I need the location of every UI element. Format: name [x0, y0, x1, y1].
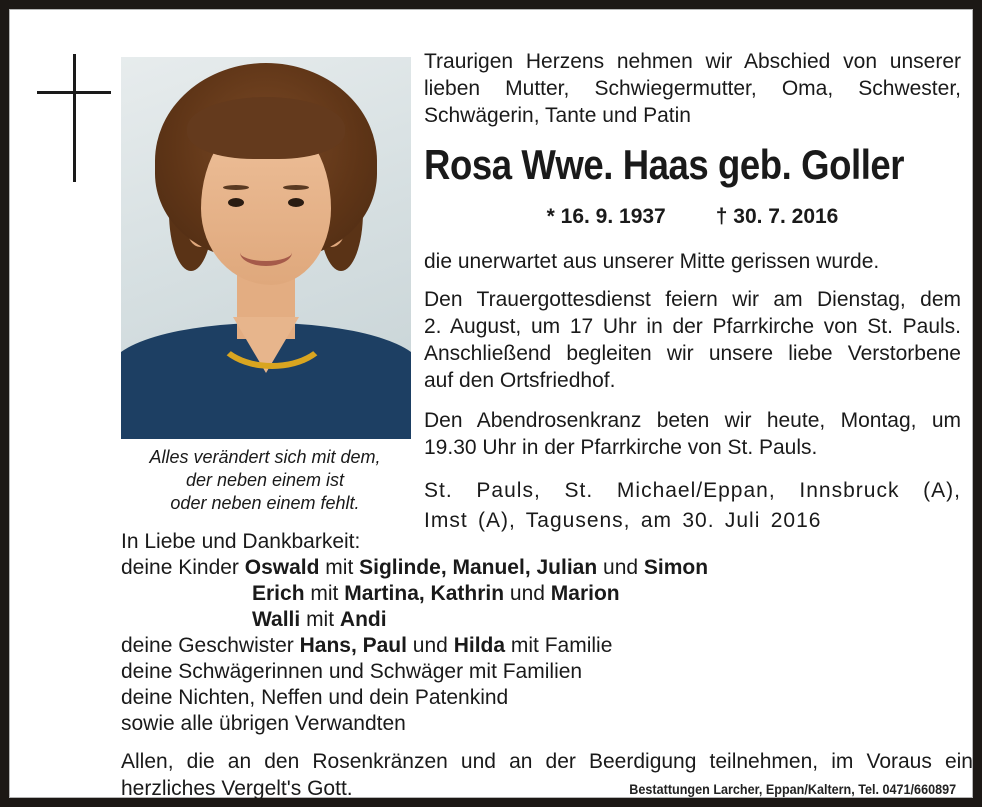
cross-vertical-bar — [73, 54, 76, 182]
announcement-column — [424, 48, 961, 536]
gratitude-heading: In Liebe und Dankbarkeit: — [121, 530, 361, 553]
notice-content — [18, 18, 982, 807]
deceased-name — [424, 143, 961, 187]
deceased-portrait-photo — [121, 57, 411, 439]
intro-paragraph: Traurigen Herzens nehmen wir Abschied von unserer lieben Mutter, Schwiegermutter, Oma, Schwester, Schwägerin, Tante und Patin — [424, 50, 961, 127]
death-date: † 30. 7. 2016 — [715, 205, 839, 228]
rosary-paragraph: Den Abendrosenkranz beten wir heute, Montag, um 19.30 Uhr in der Pfarrkirche von St. Pauls. — [424, 409, 961, 459]
death-circumstance-line: die unerwartet aus unserer Mitte gerissen wurde. — [424, 250, 880, 273]
life-dates — [424, 203, 961, 230]
thanks-paragraph: Allen, die an den Rosenkränzen und an der Beerdigung teilnehmen, im Voraus ein herzliches Vergelt's Gott. — [121, 750, 973, 800]
portrait-smile — [240, 239, 292, 266]
funeral-service-paragraph: Den Trauergottesdienst feiern wir am Dienstag, dem 2. August, um 17 Uhr in der Pfarrkirche von St. Pauls. Anschließend begleiten wir unsere liebe Verstorbene auf den Ortsfriedhof. — [424, 288, 961, 392]
portrait-eye-left — [228, 198, 244, 207]
places-date-line: St. Pauls, St. Michael/Eppan, Innsbruck (A), Imst (A), Tagusens, am 30. Juli 2016 — [424, 479, 961, 532]
funeral-home-credit: Bestattungen Larcher, Eppan/Kaltern, Tel. 0471/660897 — [629, 781, 956, 797]
portrait-eyebrow-right — [283, 185, 309, 190]
portrait-hair-fringe — [187, 97, 345, 159]
portrait-eyebrow-left — [223, 185, 249, 190]
portrait-eye-right — [288, 198, 304, 207]
birth-date: * 16. 9. 1937 — [546, 205, 666, 228]
cross-icon — [37, 54, 111, 182]
family-list: deine Kinder Oswald mit Siglinde, Manuel, Julian und Simon Erich mit Martina, Kathrin und Marion Walli mit Andi deine Geschwister Hans, Paul und Hilda mit Familie deine Schwägerinnen und Schwäger mit Familien deine Nichten, Neffen und dein Patenkind sowie alle übrigen Verwandten — [121, 556, 709, 735]
portrait-gold-necklace — [213, 293, 331, 369]
cross-horizontal-bar — [37, 91, 111, 94]
deceased-name-text: Rosa Wwe. Haas geb. Goller — [424, 141, 905, 188]
family-section — [121, 529, 973, 802]
photo-caption-quote: Alles verändert sich mit dem, der neben einem ist oder neben einem fehlt. — [149, 447, 381, 513]
